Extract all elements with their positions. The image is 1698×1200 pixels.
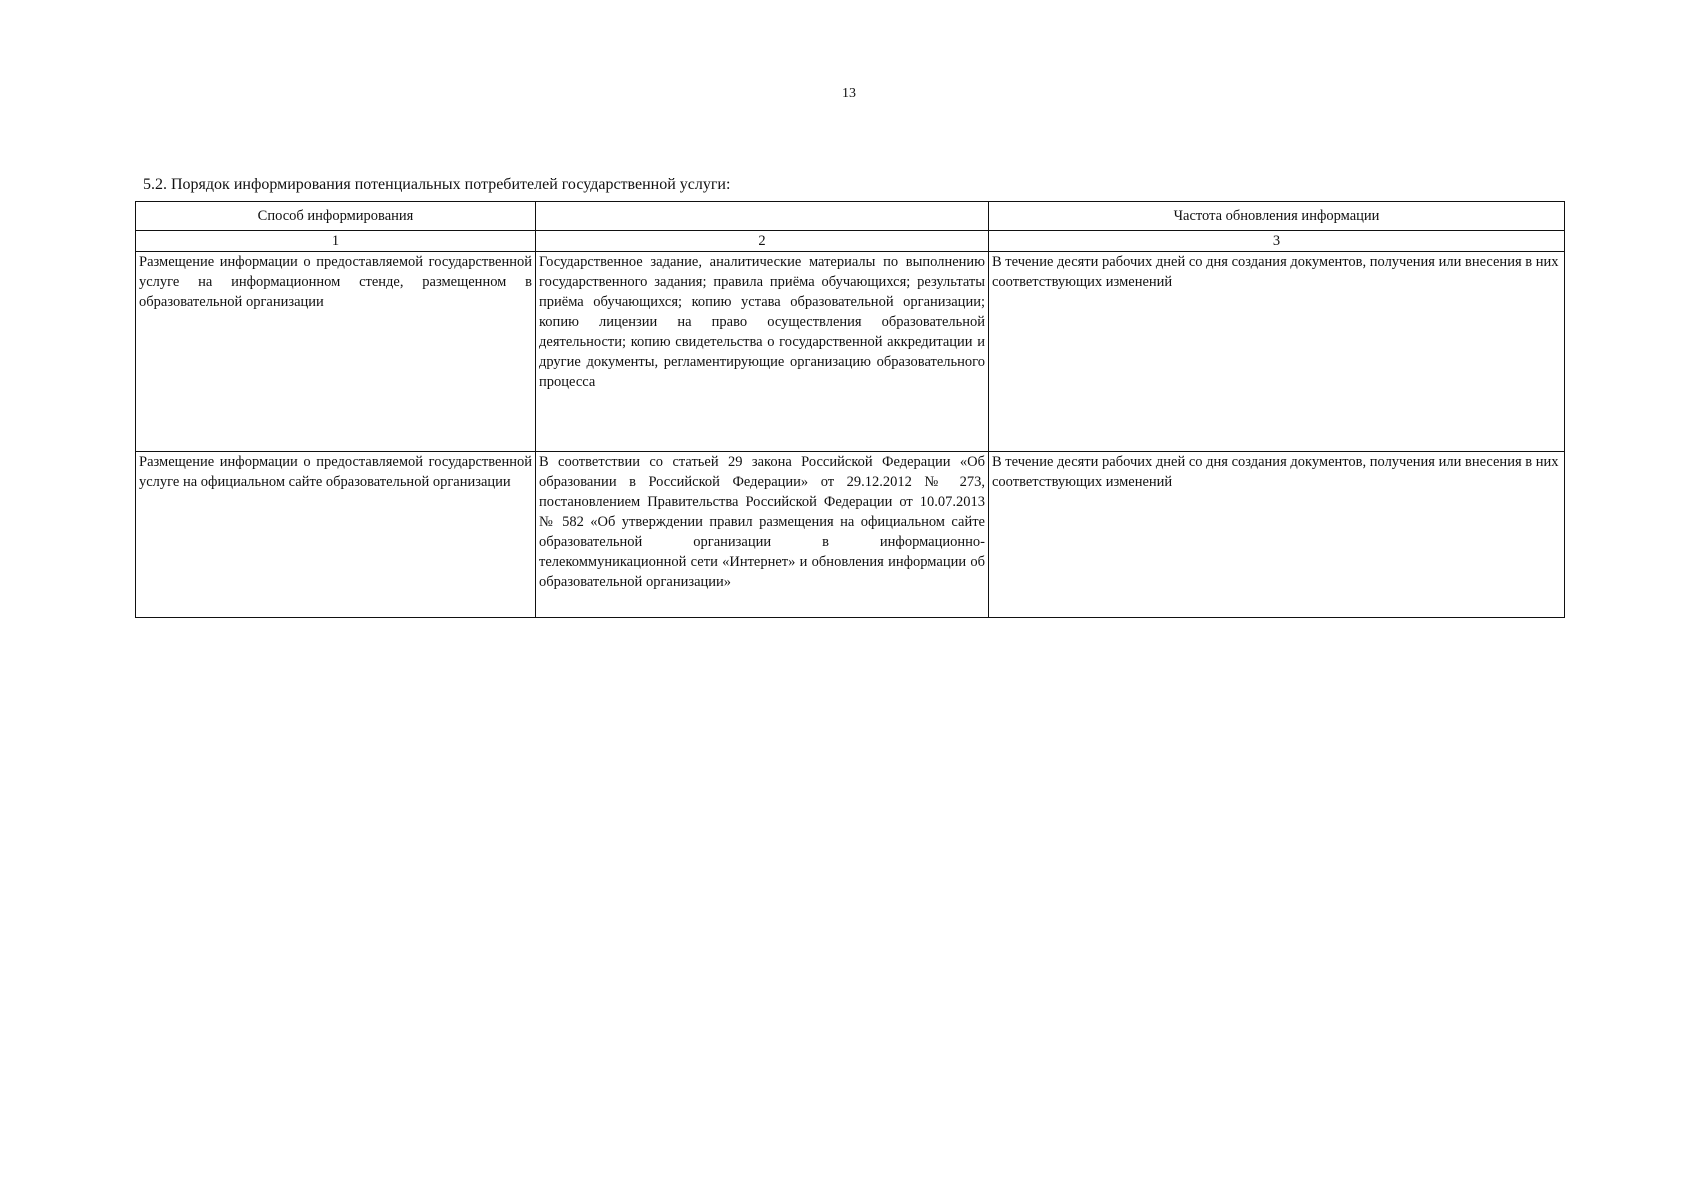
header-frequency: Частота обновления информации [989, 202, 1565, 231]
header-content [536, 202, 989, 231]
table-header-row [136, 202, 1565, 231]
row-content-cell: Государственное задание, аналитические материалы по выполнению государственного задания; правила приёма обучающихся; результаты приёма обучающихся; копию устава образовательной организации; копию лицензии на право осуществления образовательной деятельности; копию свидетельства о государственной аккредитации и другие документы, регламентирующие организацию образовательного процесса [536, 252, 989, 452]
section-title: 5.2. Порядок информирования потенциальных потребителей государственной услуги: [143, 176, 731, 193]
column-number-1: 1 [136, 231, 536, 252]
row-method-cell: Размещение информации о предоставляемой государственной услуге на официальном сайте образовательной организации [136, 452, 536, 618]
header-method: Способ информирования [136, 202, 536, 231]
page-number: 13 [842, 86, 856, 101]
row-frequency-cell: В течение десяти рабочих дней со дня создания документов, получения или внесения в них соответствующих изменений [989, 252, 1565, 452]
row-frequency-cell: В течение десяти рабочих дней со дня создания документов, получения или внесения в них соответствующих изменений [989, 452, 1565, 618]
information-table [135, 201, 1565, 618]
table-row [136, 452, 1565, 618]
row-content-cell: В соответствии со статьей 29 закона Российской Федерации «Об образовании в Российской Федерации» от 29.12.2012 № 273, постановлением Правительства Российской Федерации от 10.07.2013 № 582 «Об утверждении правил размещения на официальном сайте образовательной организации в информационно-телекоммуникационной сети «Интернет» и обновления информации об образовательной организации» [536, 452, 989, 618]
table-row [136, 252, 1565, 452]
column-number-3: 3 [989, 231, 1565, 252]
row-method-cell: Размещение информации о предоставляемой государственной услуге на информационном стенде, размещенном в образовательной организации [136, 252, 536, 452]
column-number-row [136, 231, 1565, 252]
column-number-2: 2 [536, 231, 989, 252]
